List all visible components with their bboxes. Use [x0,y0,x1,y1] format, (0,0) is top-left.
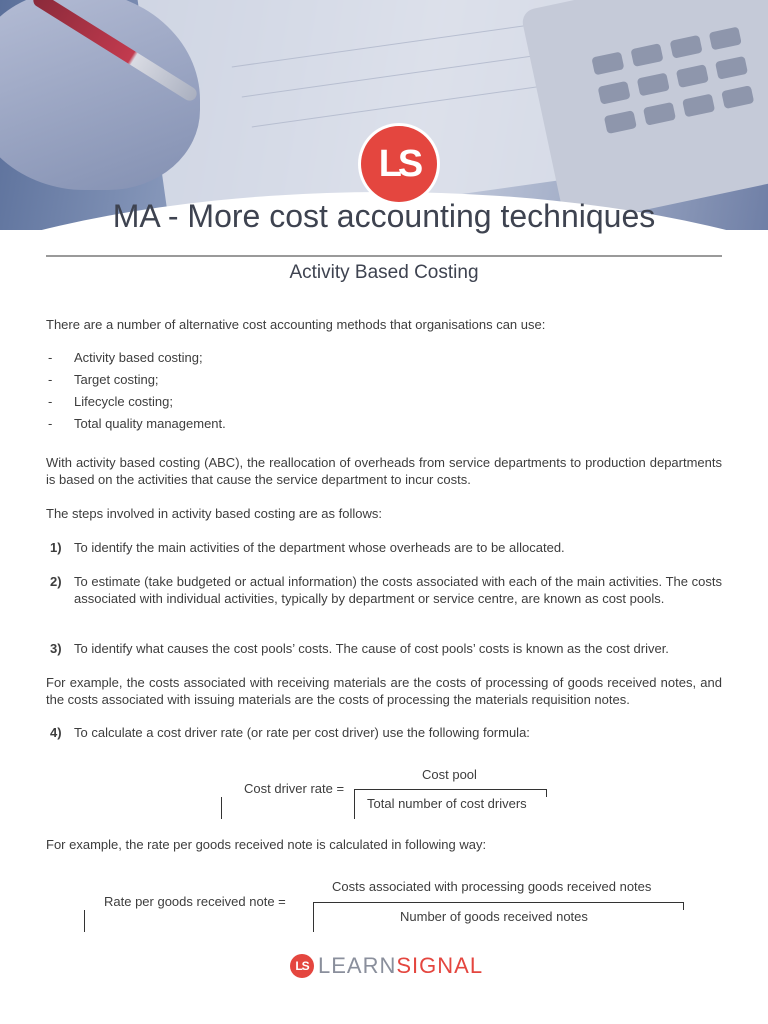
step-item [46,640,722,657]
list-item-text: Activity based costing; [74,350,203,365]
list-dash: - [48,372,53,387]
logo-text: LS [378,143,420,185]
abc-paragraph: With activity based costing (ABC), the reallocation of overheads from service departments to production departments is based on the activities that cause the service department to incur costs. [46,455,722,487]
list-dash: - [48,416,53,431]
step-text: To identify what causes the cost pools’ costs. The cause of cost pools’ costs is known as the cost driver. [74,641,669,656]
calculator-key [670,35,703,59]
calculator-key [598,81,631,105]
calculator-key [682,94,715,118]
step-text: To estimate (take budgeted or actual information) the costs associated with each of the main activities. The costs associated with individual activities, typically by department or service centre, are known as cost pools. [74,574,722,606]
formula1-label: Cost driver rate = [244,781,345,796]
footer-logo-icon: LS [290,954,314,978]
list-item-text: Target costing; [74,372,159,387]
formula1-fraction-bar [354,789,547,790]
calculator-key [709,27,742,51]
calculator-key [721,85,754,109]
calculator-key [715,56,748,80]
calculator-key [591,51,624,75]
calculator-key [643,102,676,126]
calculator-key [676,64,709,88]
step-number: 3) [50,641,62,656]
formula1-bracket [546,789,547,797]
step-text: To identify the main activities of the department whose overheads are to be allocated. [74,540,565,555]
footer-brand [318,953,483,979]
calculator-key [604,110,637,134]
brand-signal: SIGNAL [396,953,484,978]
list-item-text: Lifecycle costing; [74,394,173,409]
calculator-key [637,73,670,97]
page-title: MA - More cost accounting techniques [112,198,656,234]
step-number: 2) [50,574,62,589]
formula2-bracket [84,910,85,932]
list-item [48,371,159,388]
formula1-denominator: Total number of cost drivers [367,796,527,811]
formula2-bracket [313,902,314,932]
formula1-bracket [221,797,222,819]
formula1-bracket [354,789,355,819]
list-item [48,349,203,366]
header-arc [0,192,768,592]
step-item [46,539,722,556]
formula1-numerator: Cost pool [422,767,477,782]
formula2-fraction-bar [313,902,684,903]
calculator-image [520,0,768,227]
calculator-key [630,43,663,67]
step-item [46,724,722,741]
intro-paragraph: There are a number of alternative cost accounting methods that organisations can use: [46,317,546,332]
steps-intro: The steps involved in activity based costing are as follows: [46,506,383,521]
list-item [48,415,226,432]
list-item-text: Total quality management. [74,416,226,431]
formula2-label: Rate per goods received note = [104,894,286,909]
learnsignal-logo-icon [361,126,437,202]
step-number: 1) [50,540,62,555]
step-number: 4) [50,725,62,740]
step-item [46,573,722,607]
section-subtitle: Activity Based Costing [289,262,479,283]
formula2-bracket [683,902,684,910]
list-item [48,393,173,410]
example-paragraph: For example, the costs associated with receiving materials are the costs of processing of goods received notes, and the costs associated with issuing materials are the costs of processing the materials requisition notes. [46,675,722,707]
formula2-denominator: Number of goods received notes [400,909,588,924]
list-dash: - [48,394,53,409]
example2-intro: For example, the rate per goods received note is calculated in following way: [46,837,487,852]
title-divider [46,255,722,257]
formula2-numerator: Costs associated with processing goods received notes [332,879,652,894]
brand-learn: LEARN [318,953,397,978]
list-dash: - [48,350,53,365]
step-text: To calculate a cost driver rate (or rate per cost driver) use the following formula: [74,725,530,740]
